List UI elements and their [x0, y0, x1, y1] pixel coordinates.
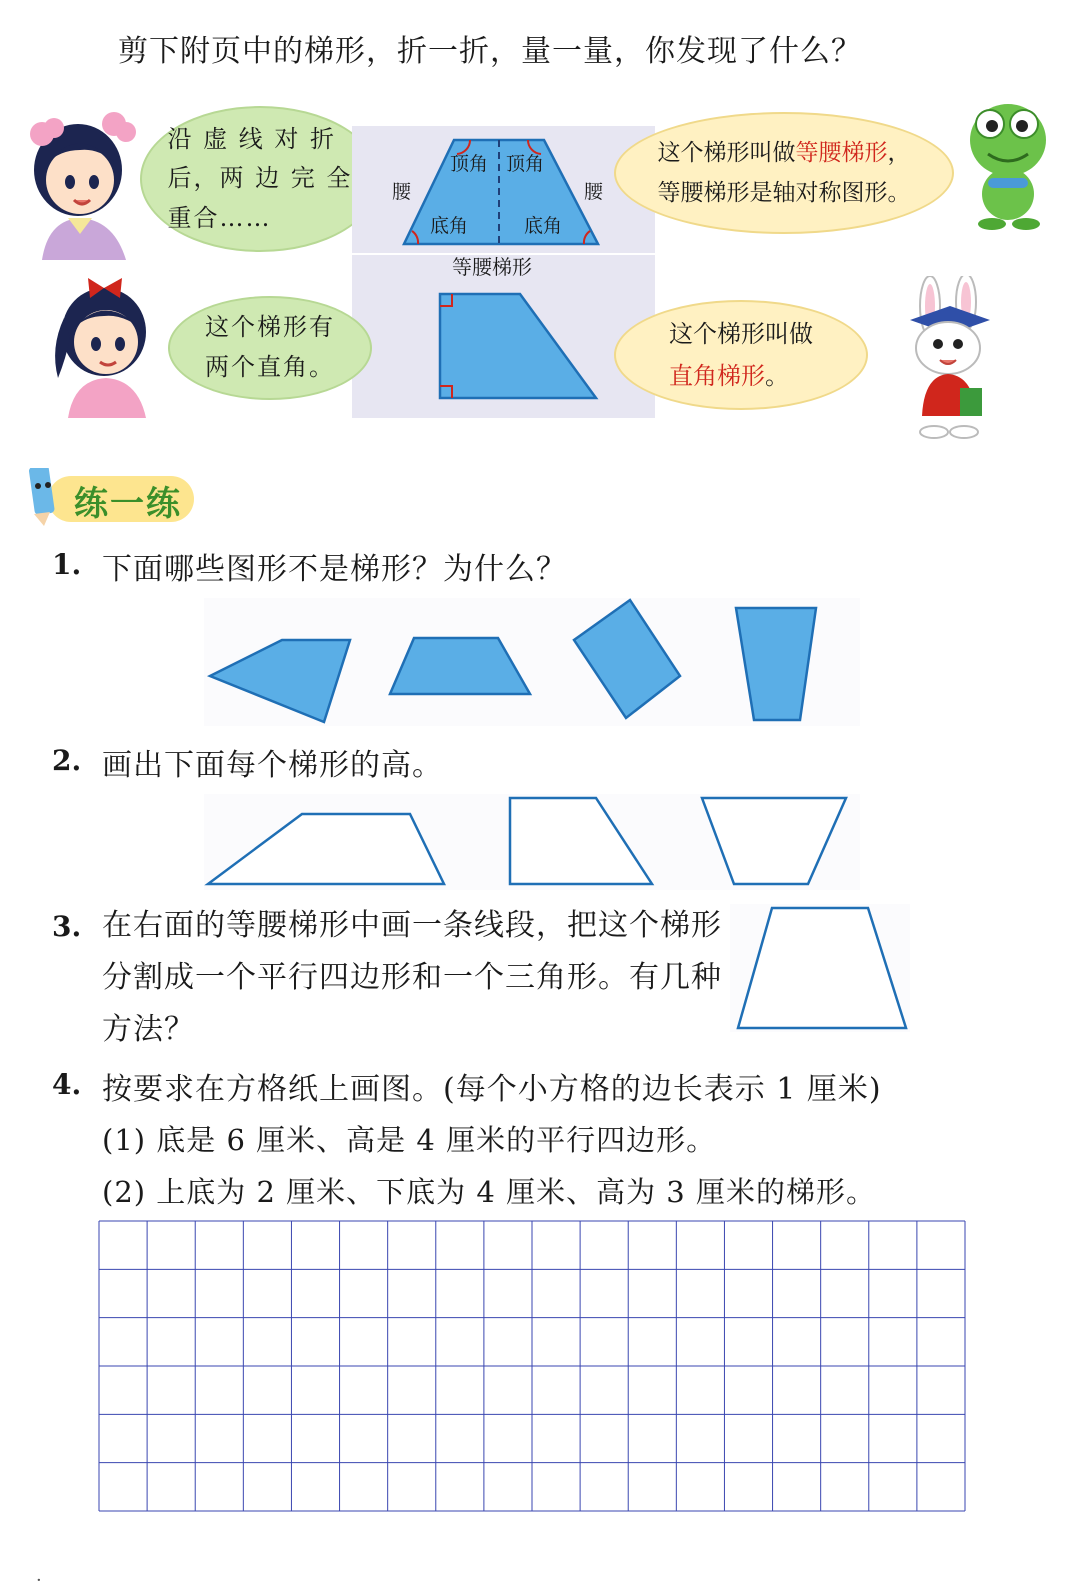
- q4-sub-1: (1) 底是 6 厘米、高是 4 厘米的平行四边形。: [102, 1123, 717, 1157]
- q4-number: 4.: [52, 1068, 82, 1101]
- pencil-icon: [28, 468, 54, 526]
- q3-shape: [730, 904, 910, 1032]
- frog-line-1-post: ，: [887, 139, 911, 166]
- q1-shape-rectangle[interactable]: [574, 600, 680, 718]
- frog-line-2: 等腰梯形是轴对称图形。: [657, 180, 911, 206]
- q1-shape-trapezoid[interactable]: [390, 638, 530, 694]
- q2-shapes: [204, 794, 860, 890]
- q1-shape-inverted-trapezoid[interactable]: [736, 608, 816, 720]
- q1-shapes: [204, 598, 860, 726]
- top-angle-label-right: 顶角: [506, 153, 545, 175]
- rabbit-speech-bubble: [614, 300, 868, 410]
- q2-trapezoid-1[interactable]: [208, 814, 444, 884]
- girl2-speech-bubble: [168, 296, 372, 400]
- q3-number: 3.: [52, 910, 82, 943]
- base-angle-label-right: 底角: [524, 215, 563, 237]
- q3-text: 在右面的等腰梯形中画一条线段，把这个梯形分割成一个平行四边形和一个三角形。有几种方法？: [102, 908, 722, 1047]
- frog-speech-bubble: [614, 112, 954, 234]
- girl1-line-1: 沿 虚 线 对 折: [167, 124, 337, 153]
- q2-number: 2.: [52, 744, 82, 777]
- q3-isosceles-trapezoid[interactable]: [738, 908, 906, 1028]
- q1-number: 1.: [52, 548, 82, 581]
- panel-caption: 等腰梯形: [452, 255, 532, 279]
- girl2-line-2: 两个直角。: [205, 353, 335, 381]
- base-angle-label-left: 底角: [430, 215, 469, 237]
- intro-question: 剪下附页中的梯形，折一折，量一量，你发现了什么？: [118, 34, 862, 69]
- q2-trapezoid-3[interactable]: [702, 798, 846, 884]
- girl1-speech-bubble: [140, 106, 380, 252]
- q1-shape-quadrilateral[interactable]: [210, 640, 350, 722]
- q1-text: 下面哪些图形不是梯形？为什么？: [102, 552, 567, 587]
- right-trapezoid: [440, 294, 596, 398]
- isosceles-term: 等腰梯形: [795, 139, 888, 166]
- q2-text: 画出下面每个梯形的高。: [102, 748, 443, 783]
- q2-trapezoid-2[interactable]: [510, 798, 652, 884]
- leg-label-left: 腰: [392, 181, 412, 203]
- rabbit-line-1: 这个梯形叫做: [669, 320, 813, 348]
- practice-title: 练一练: [74, 484, 182, 524]
- q4-sub-2: (2) 上底为 2 厘米、下底为 4 厘米、高为 3 厘米的梯形。: [102, 1175, 876, 1209]
- girl1-line-2: 后，两 边 完 全: [167, 164, 353, 193]
- frog-character: [966, 96, 1050, 230]
- girl-character-2: [40, 278, 160, 418]
- grid-paper[interactable]: [98, 1220, 966, 1512]
- q4-text: 按要求在方格纸上画图。(每个小方格的边长表示 1 厘米): [102, 1072, 882, 1107]
- page-number-fragment: ·: [36, 1570, 42, 1591]
- girl2-line-1: 这个梯形有: [205, 313, 335, 342]
- right-trapezoid-term: 直角梯形: [669, 362, 765, 390]
- girl1-line-3: 重合……: [167, 203, 272, 232]
- frog-line-1-pre: 这个梯形叫做: [657, 139, 796, 166]
- leg-label-right: 腰: [584, 181, 604, 203]
- girl-character-1: [18, 104, 136, 260]
- rabbit-line-2-post: 。: [765, 362, 789, 390]
- rabbit-character: [890, 276, 1000, 440]
- panel-figures: [352, 126, 655, 418]
- top-angle-label-left: 顶角: [450, 153, 489, 175]
